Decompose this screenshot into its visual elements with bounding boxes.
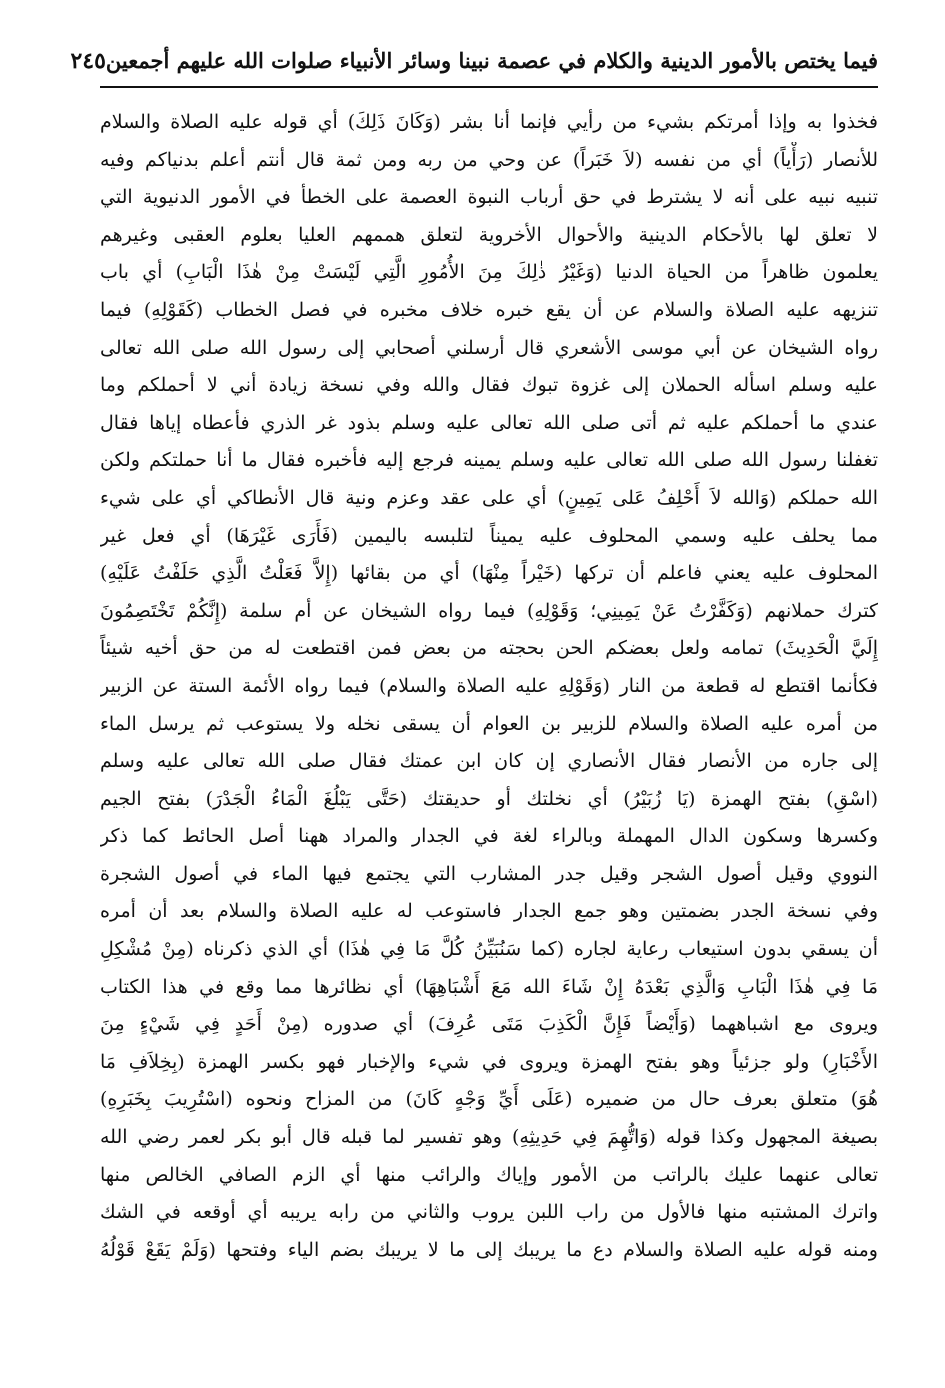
text-line: تغفلنا رسول الله صلى الله تعالى عليه وسلم يمينه فرجع إليه فأخبره فقال ما أنا حملتكم ولكن xyxy=(100,449,878,472)
text-line: إِلَيَّ الْحَدِيثَ) تمامه ولعل بعضكم الحن بحجته من بعض فمن اقتطعت له من حق أخيه شيئاً xyxy=(100,637,878,660)
page-number: ٢٤٥ xyxy=(70,48,106,74)
text-line: وكسرها وسكون الدال المهملة وبالراء لغة في الجدار والمراد ههنا أصل الحائط كما ذكر xyxy=(100,825,878,848)
text-line: وفي نسخة الجدر بضمتين وهو جمع الجدار فاستوعب له عليه الصلاة والسلام بعد أن أمره xyxy=(100,900,878,923)
text-line: ومنه قوله عليه الصلاة والسلام دع ما يريبك إلى ما لا يريبك بضم الياء وفتحها (وَلَمْ يَقَعْ قَوْلُهُ xyxy=(100,1238,878,1261)
text-line: فكأنما اقتطع له قطعة من النار (وَقَوْلِهِ عليه الصلاة والسلام) فيما رواه الأئمة الستة عن الزبير xyxy=(100,674,878,697)
text-line: كترك حملانهم (وَكَفَّرْتُ عَنْ يَمِينِي؛ وَقَوْلِهِ) فيما رواه الشيخان عن أم سلمة (إِنَّكُمْ تَخْتَصِمُونَ xyxy=(100,599,878,622)
text-line: عليه وسلم اسأله الحملان إلى غزوة تبوك فقال والله وفي نسخة زيادة أني لا أحملكم وما xyxy=(100,374,878,397)
page-header xyxy=(70,44,878,84)
book-page xyxy=(70,44,878,1269)
text-line: مَا فِي هٰذَا الْبَابِ وَالَّذِي بَعْدَهُ إِنْ شَاءَ الله مَعَ أَشْبَاهِهَا) أي نظائرها مما وقع في هذا الكتاب xyxy=(100,975,878,998)
text-line: أن يسقي بدون استيعاب رعاية لجاره (كما سَنُبَيِّنُ كُلَّ مَا فِي هٰذَا) أي الذي ذكرناه (مِنْ مُشْكِلِ xyxy=(100,938,878,961)
text-line: الأَخْبَارِ) ولو جزئياً وهو بفتح الهمزة ويروى في شيء والإخبار فهو بكسر الهمزة (بِخِلاَفِ مَا xyxy=(100,1050,878,1073)
header-divider xyxy=(100,86,878,88)
running-title: فيما يختص بالأمور الدينية والكلام في عصمة نبينا وسائر الأنبياء صلوات الله عليهم أجمعين xyxy=(105,48,878,73)
text-line: للأنصار (رَأْياً) أي من نفسه (لاَ خَبَراً) عن وحي من ربه ومن ثمة قال أنتم أعلم بدنياكم وفيه xyxy=(100,148,878,171)
text-line: ويروى مع اشباههما (وَأَيْضاً فَإِنَّ الْكَذِبَ مَتَى عُرِفَ) أي صدوره (مِنْ أَحَدٍ فِي شَيْءٍ مِنَ xyxy=(100,1013,878,1036)
text-line: النووي وقيل أصول الشجر وقيل جدر المشارب التي يجتمع فيها الماء في أصول الشجرة xyxy=(100,862,878,885)
text-line: من أمره عليه الصلاة والسلام للزبير بن العوام أن يسقى نخله ولا يستوعب ثم يرسل الماء xyxy=(100,712,878,735)
text-line: لا تعلق لها بالأحكام الدينية والأحوال الأخروية لتعلق هممهم العليا بعلوم العقبى وغيرهم xyxy=(100,223,878,246)
text-line: يعلمون ظاهراً من الحياة الدنيا (وَغَيْرُ ذٰلِكَ مِنَ الأُمُورِ الَّتِي لَيْسَتْ مِنْ هٰذَا الْبَابِ) أي باب xyxy=(100,261,878,284)
text-line: تنبيه نبيه على أنه لا يشترط في حق أرباب النبوة العصمة على الخطأ في الأمور الدنيوية التي xyxy=(100,186,878,209)
text-line: فخذوا به وإذا أمرتكم بشيء من رأيي فإنما أنا بشر (وَكَانَ ذَلِكَ) أي قوله عليه الصلاة والسلام xyxy=(100,111,878,133)
text-line: الله حملكم (وَالله لاَ أَحْلِفُ عَلى يَمِينٍ) أي على عقد وعزم ونية قال الأنطاكي أي على شيء xyxy=(100,486,878,509)
text-line: تنزيهه عليه الصلاة والسلام عن أن يقع خبره خلاف مخبره في فصل الخطاب (كَقَوْلِهِ) فيما xyxy=(100,298,878,321)
text-line: إلى جاره من الأنصار فقال الأنصاري إن كان ابن عمتك فقال صلى الله تعالى عليه وسلم xyxy=(100,750,878,773)
text-line: مما يحلف عليه وسمي المحلوف عليه يميناً لتلبسه باليمين (فَأَرَى غَيْرَهَا) أي فعل غير xyxy=(100,524,878,547)
text-line: رواه الشيخان عن أبي موسى الأشعري قال أرسلني أصحابي إلى رسول الله صلى الله تعالى xyxy=(100,336,878,359)
text-line: المحلوف عليه يعني فاعلم أن تركها (خَيْراً مِنْهَا) أي من بقائها (إِلاَّ فَعَلْتُ الَّذِي حَلَفْتُ عَلَيْهِ) xyxy=(100,562,878,585)
text-line: هُوَ) متعلق بعرف حال من ضميره (عَلَى أَيِّ وَجْهٍ كَانَ) من المزاح ونحوه (اسْتُرِيبَ بِخَبَرِهِ) xyxy=(100,1088,878,1111)
text-line: (اسْقِ) بفتح الهمزة (يَا زُبَيْرُ) أي نخلتك أو حديقتك (حَتَّى يَبْلُغَ الْمَاءُ الْجَدْرَ) بفتح الجيم xyxy=(100,787,878,810)
text-line: بصيغة المجهول وكذا قوله (وَاتُّهِمَ فِي حَدِيثِهِ) وهو تفسير لما قبله قال أبو بكر لعمر رضي الله xyxy=(100,1126,878,1149)
text-line: تعالى عنهما عليك بالراتب من الأمور وإياك والرائب منها أي الزم الصافي الخالص منها xyxy=(100,1163,878,1186)
text-line: عندي ما أحملكم عليه ثم أتى صلى الله تعالى عليه وسلم بذود غر الذري فأعطاه إياها فقال xyxy=(100,411,878,434)
text-line: واترك المشتبه منها فالأول من راب اللبن يروب والثاني من رابه يريبه أي أوقعه في الشك xyxy=(100,1201,878,1224)
body-text xyxy=(100,104,878,1269)
